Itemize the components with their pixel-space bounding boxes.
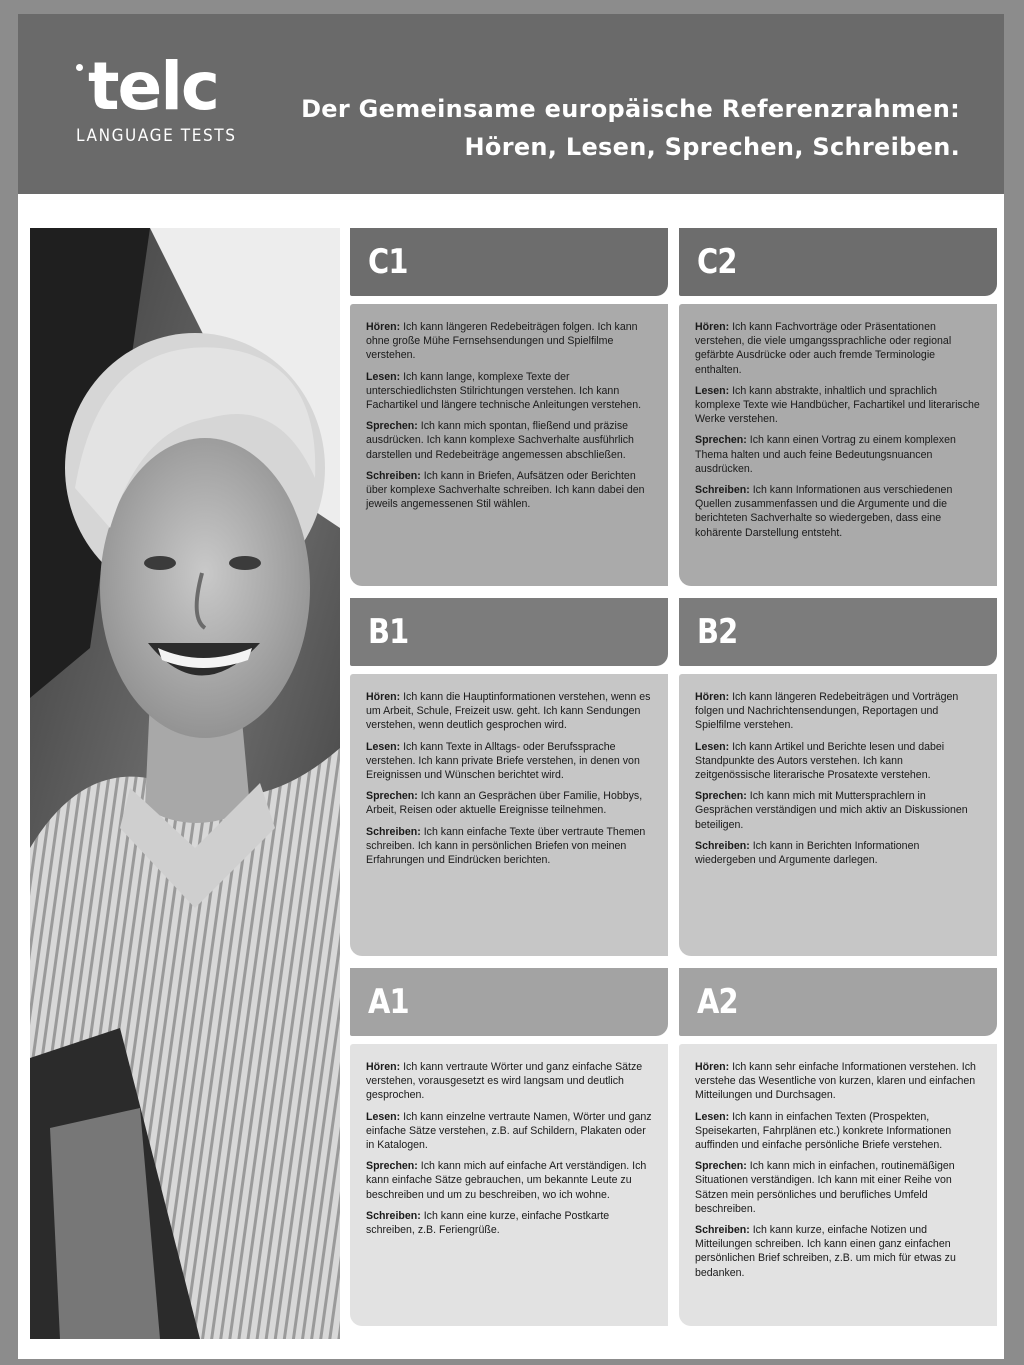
c2-hoeren: Hören: Ich kann Fachvorträge oder Präsentationen verstehen, die viele umgangssprachliche oder regional gefärbte Ausdrücke oder auch fremde Terminologie enthalten. (695, 321, 952, 376)
b1-sprechen: Sprechen: Ich kann an Gesprächen über Familie, Hobbys, Arbeit, Reisen oder aktuelle Ereignisse teilnehmen. (366, 790, 643, 817)
level-b1-label: B1 (368, 612, 409, 652)
level-c2-body (679, 304, 997, 586)
b1-schreiben: Schreiben: Ich kann einfache Texte über vertraute Themen schreiben. Ich kann in persönlichen Briefen von meinen Erfahrungen und Eindrücken berichten. (366, 825, 646, 867)
title-line-1: Der Gemeinsame europäische Referenzrahmen: (301, 95, 960, 123)
a1-hoeren: Hören: Ich kann vertraute Wörter und ganz einfache Sätze verstehen, vorausgesetzt es wird langsam und deutlich gesprochen. (366, 1061, 643, 1102)
logo-subtitle: LANGUAGE TESTS (76, 126, 237, 146)
b1-lesen: Lesen: Ich kann Texte in Alltags- oder Berufssprache verstehen. Ich kann private Briefe verstehen, in denen von Ereignissen und Wünschen berichtet wird. (366, 740, 640, 782)
logo-dot-icon (76, 64, 83, 71)
level-a2-label: A2 (697, 982, 738, 1022)
c1-schreiben: Schreiben: Ich kann in Briefen, Aufsätzen oder Berichten über komplexe Sachverhalte schreiben. Ich kann dabei den jeweils angemessenen Stil wählen. (366, 469, 645, 511)
a2-sprechen: Sprechen: Ich kann mich in einfachen, routinemäßigen Situationen verständigen. Ich kann mit einer Reihe von Sätzen mein persönliches und berufliches Umfeld beschreiben. (695, 1160, 955, 1215)
level-b2-header (679, 598, 997, 666)
level-c1-header (350, 228, 668, 296)
c1-lesen: Lesen: Ich kann lange, komplexe Texte der unterschiedlichsten Stilrichtungen verstehen. Ich kann Fachartikel und längere technische Anleitungen verstehen. (366, 370, 642, 412)
c1-hoeren: Hören: Ich kann längeren Redebeiträgen folgen. Ich kann ohne große Mühe Fernsehsendungen und Spielfilme verstehen. (366, 321, 638, 362)
c2-sprechen: Sprechen: Ich kann einen Vortrag zu einem komplexen Thema halten und auch feine Bedeutungsnuancen ausdrücken. (695, 434, 956, 475)
header-bar (18, 14, 1004, 194)
b2-lesen: Lesen: Ich kann Artikel und Berichte lesen und dabei Standpunkte des Autors verstehen. Ich kann zeitgenössische literarische Prosatexte verstehen. (695, 740, 945, 782)
level-a1-body (350, 1044, 668, 1326)
a1-sprechen: Sprechen: Ich kann mich auf einfache Art verständigen. Ich kann einfache Sätze gebrauchen, um bekannte Leute zu beschreiben und um zu beschreiben, wo ich wohne. (366, 1160, 647, 1201)
c2-lesen: Lesen: Ich kann abstrakte, inhaltlich und sprachlich komplexe Texte wie Handbücher, Fachartikel und literarische Werke verstehen. (695, 384, 980, 426)
level-b1-header (350, 598, 668, 666)
a2-lesen: Lesen: Ich kann in einfachen Texten (Prospekten, Speisekarten, Fahrplänen etc.) konkrete Informationen auffinden und einfache persönliche Briefe verstehen. (695, 1110, 952, 1152)
level-b2-body (679, 674, 997, 956)
level-c1-label: C1 (368, 242, 408, 282)
c2-schreiben: Schreiben: Ich kann Informationen aus verschiedenen Quellen zusammenfassen und die Argumente und die berichteten Sachverhalte so wiedergeben, dass eine kohärente Darstellung entsteht. (695, 484, 953, 539)
a2-schreiben: Schreiben: Ich kann kurze, einfache Notizen und Mitteilungen schreiben. Ich kann einen ganz einfachen persönlichen Brief schreiben, z.B. um mich für etwas zu bedanken. (695, 1224, 956, 1279)
a1-lesen: Lesen: Ich kann einzelne vertraute Namen, Wörter und ganz einfache Sätze verstehen, z.B. auf Schildern, Plakaten oder in Katalogen. (366, 1110, 652, 1152)
level-c1-body (350, 304, 668, 586)
logo-wordmark: telc (88, 48, 219, 125)
page-title (301, 90, 960, 166)
level-a2-body (679, 1044, 997, 1326)
telc-logo (76, 48, 237, 146)
level-b2-label: B2 (697, 612, 738, 652)
smiling-man-photo (30, 228, 340, 1339)
c1-sprechen: Sprechen: Ich kann mich spontan, fließend und präzise ausdrücken. Ich kann komplexe Sachverhalte ausführlich darstellen und Redebeiträge angemessen abschließen. (366, 420, 634, 461)
level-a2-header (679, 968, 997, 1036)
level-b1-body (350, 674, 668, 956)
title-line-2: Hören, Lesen, Sprechen, Schreiben. (464, 133, 960, 161)
b2-schreiben: Schreiben: Ich kann in Berichten Informationen wiedergeben und Argumente darlegen. (695, 839, 920, 867)
b2-sprechen: Sprechen: Ich kann mich mit Muttersprachlern in Gesprächen verständigen und mich aktiv an Diskussionen beteiligen. (695, 790, 968, 831)
b1-hoeren: Hören: Ich kann die Hauptinformationen verstehen, wenn es um Arbeit, Schule, Freizeit usw. geht. Ich kann Sendungen verstehen, wenn deutlich gesprochen wird. (366, 691, 651, 732)
level-a1-header (350, 968, 668, 1036)
a2-hoeren: Hören: Ich kann sehr einfache Informationen verstehen. Ich verstehe das Wesentliche von kurzen, klaren und einfachen Mitteilungen und Durchsagen. (695, 1061, 976, 1102)
level-c2-header (679, 228, 997, 296)
b2-hoeren: Hören: Ich kann längeren Redebeiträgen und Vorträgen folgen und Nachrichtensendungen, Reportagen und Spielfilme verstehen. (695, 691, 959, 732)
level-a1-label: A1 (368, 982, 409, 1022)
a1-schreiben: Schreiben: Ich kann eine kurze, einfache Postkarte schreiben, z.B. Feriengrüße. (366, 1209, 610, 1237)
level-c2-label: C2 (697, 242, 737, 282)
